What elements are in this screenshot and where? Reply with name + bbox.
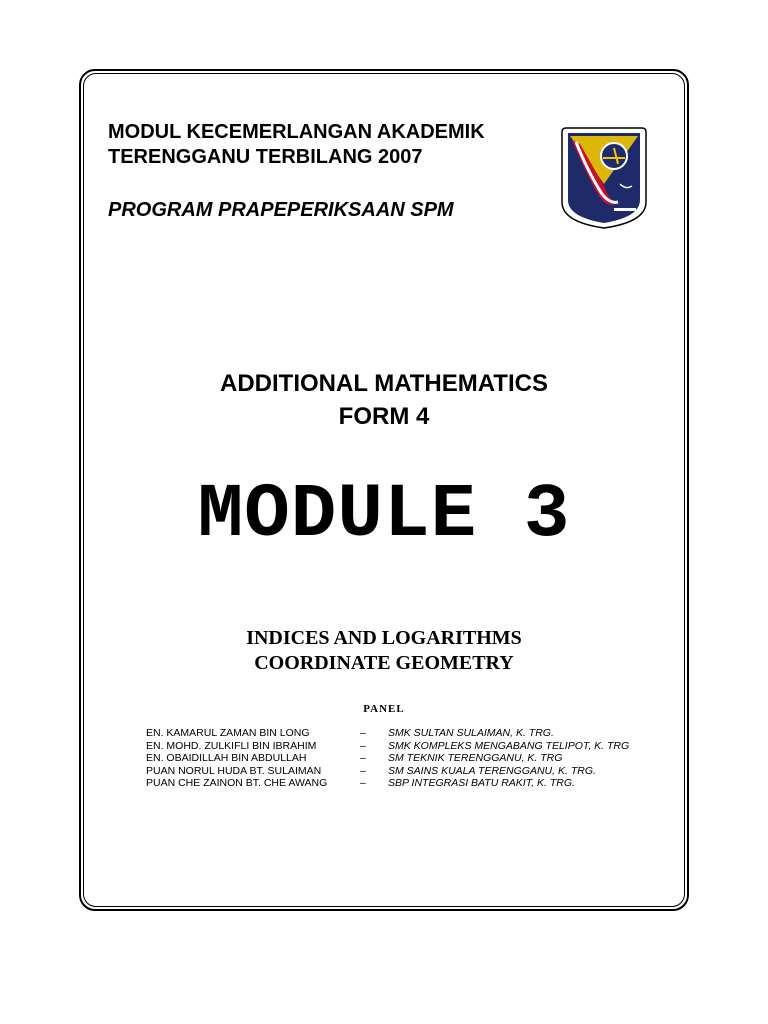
header-title-line2: TERENGGANU TERBILANG 2007 [108, 146, 423, 168]
panel-member-row [146, 740, 706, 753]
dash-separator: – [360, 752, 366, 764]
panel-member-row [146, 765, 706, 778]
subject-title: ADDITIONAL MATHEMATICS [220, 370, 548, 397]
member-school: SM TEKNIK TERENGGANU, K. TRG [388, 752, 563, 764]
member-name: PUAN NORUL HUDA BT. SULAIMAN [146, 764, 322, 777]
member-school: SBP INTEGRASI BATU RAKIT, K. TRG. [388, 777, 575, 789]
panel-member-row [146, 727, 706, 740]
dash-separator: – [360, 727, 366, 739]
topic-2: COORDINATE GEOMETRY [254, 652, 514, 674]
panel-member-row [146, 777, 706, 790]
panel-title: PANEL [363, 703, 405, 715]
panel-list [146, 727, 706, 790]
member-school: SMK SULTAN SULAIMAN, K. TRG. [388, 727, 554, 739]
program-title: PROGRAM PRAPEPERIKSAAN SPM [108, 199, 454, 221]
member-name: PUAN CHE ZAINON BT. CHE AWANG [146, 777, 328, 789]
header-title-line1: MODUL KECEMERLANGAN AKADEMIK [108, 121, 485, 143]
topic-1: INDICES AND LOGARITHMS [246, 627, 522, 649]
member-school: SM SAINS KUALA TERENGGANU, K. TRG. [388, 764, 596, 777]
member-name: EN. OBAIDILLAH BIN ABDULLAH [146, 752, 307, 764]
school-crest-logo [558, 124, 650, 230]
module-title: MODULE 3 [197, 472, 571, 558]
member-name: EN. KAMARUL ZAMAN BIN LONG [146, 727, 310, 739]
dash-separator: – [360, 777, 366, 789]
dash-separator: – [360, 764, 366, 777]
form-level: FORM 4 [338, 403, 430, 430]
member-school: SMK KOMPLEKS MENGABANG TELIPOT, K. TRG [388, 739, 630, 752]
panel-member-row [146, 752, 706, 765]
member-name: EN. MOHD. ZULKIFLI BIN IBRAHIM [146, 739, 317, 752]
dash-separator: – [360, 739, 366, 752]
